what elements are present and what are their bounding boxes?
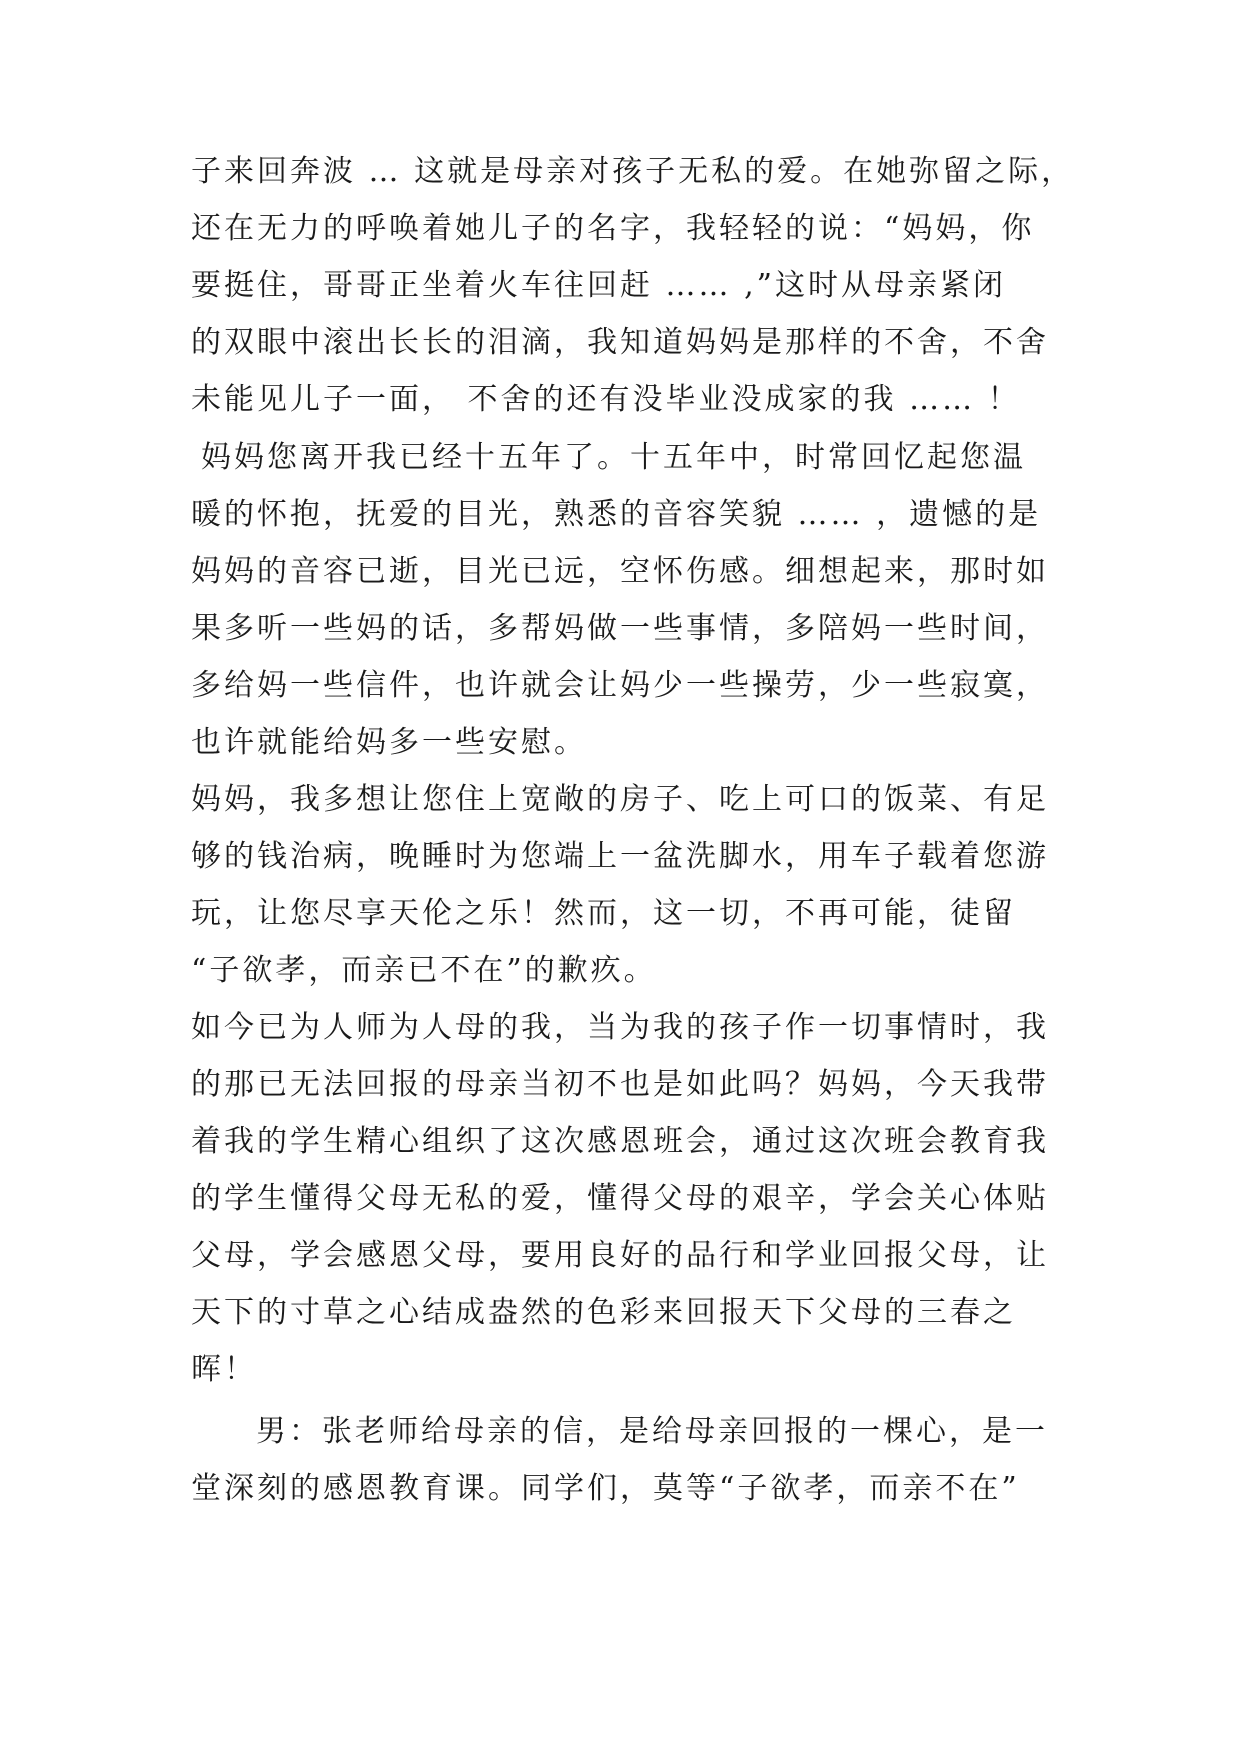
text-line: 未能见儿子一面， 不舍的还有没毕业没成家的我 …… ！ [191, 382, 1021, 417]
text-line: 够的钱治病，晚睡时为您端上一盆洗脚水，用车子载着您游 [191, 839, 1049, 874]
text-line: 妈妈，我多想让您住上宽敞的房子、吃上可口的饭菜、有足 [191, 782, 1049, 817]
text-line: 还在无力的呼唤着她儿子的名字，我轻轻的说：“妈妈，你 [191, 211, 1035, 246]
text-line: 妈妈您离开我已经十五年了。十五年中，时常回忆起您温 [201, 440, 1026, 475]
text-line: 要挺住，哥哥正坐着火车往回赶 …… ,”这时从母亲紧闭 [191, 268, 1006, 303]
text-line: 的那已无法回报的母亲当初不也是如此吗？妈妈，今天我带 [191, 1067, 1049, 1102]
text-line: 如今已为人师为人母的我，当为我的孩子作一切事情时，我 [191, 1010, 1049, 1045]
text-line: 多给妈一些信件，也许就会让妈少一些操劳，少一些寂寞， [191, 668, 1049, 703]
text-line: 父母，学会感恩父母，要用良好的品行和学业回报父母，让 [191, 1238, 1049, 1273]
text-line: 着我的学生精心组织了这次感恩班会，通过这次班会教育我 [191, 1124, 1049, 1159]
text-line: 的双眼中滚出长长的泪滴，我知道妈妈是那样的不舍，不舍 [191, 325, 1049, 360]
text-line: 子来回奔波 … 这就是母亲对孩子无私的爱。在她弥留之际， [191, 154, 1075, 189]
text-line: 男：张老师给母亲的信，是给母亲回报的一棵心，是一 [256, 1414, 1048, 1449]
text-line: 堂深刻的感恩教育课。同学们，莫等“子欲孝，而亲不在” [191, 1471, 1020, 1506]
text-line: “子欲孝，而亲已不在”的歉疚。 [191, 953, 657, 988]
text-line: 晖！ [191, 1352, 257, 1387]
text-line: 天下的寸草之心结成盎然的色彩来回报天下父母的三春之 [191, 1295, 1016, 1330]
text-line: 玩，让您尽享天伦之乐！然而，这一切，不再可能，徒留 [191, 896, 1016, 931]
text-line: 暖的怀抱，抚爱的目光，熟悉的音容笑貌 …… ，遗憾的是 [191, 497, 1042, 532]
text-line: 果多听一些妈的话，多帮妈做一些事情，多陪妈一些时间， [191, 611, 1049, 646]
text-line: 也许就能给妈多一些安慰。 [191, 725, 587, 760]
text-line: 妈妈的音容已逝，目光已远，空怀伤感。细想起来，那时如 [191, 554, 1049, 589]
text-line: 的学生懂得父母无私的爱，懂得父母的艰辛，学会关心体贴 [191, 1181, 1049, 1216]
